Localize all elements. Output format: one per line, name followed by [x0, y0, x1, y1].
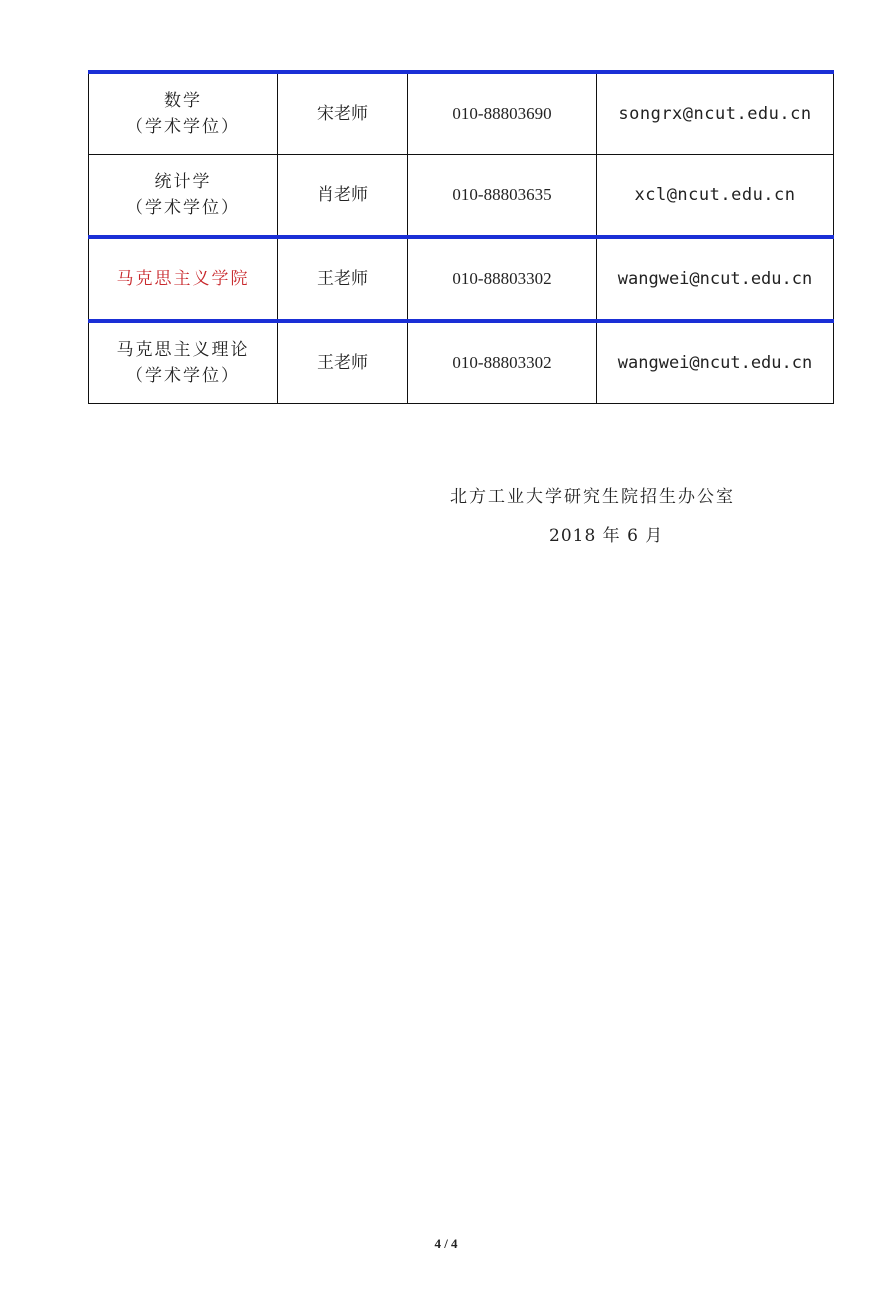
department-cell	[89, 237, 278, 321]
department-name: 马克思主义学院	[116, 269, 250, 289]
degree-type: （学术学位）	[126, 198, 240, 218]
contact-table	[88, 70, 834, 404]
teacher-cell: 宋老师	[278, 72, 408, 155]
table-row	[89, 72, 834, 155]
email-cell: songrx@ncut.edu.cn	[597, 72, 834, 155]
office-signature: 北方工业大学研究生院招生办公室	[450, 487, 735, 507]
teacher-cell: 王老师	[278, 321, 408, 404]
phone-cell: 010-88803302	[408, 237, 597, 321]
email-cell: wangwei@ncut.edu.cn	[597, 237, 834, 321]
department-cell	[89, 72, 278, 155]
teacher-cell: 王老师	[278, 237, 408, 321]
phone-cell: 010-88803635	[408, 155, 597, 238]
email-cell: wangwei@ncut.edu.cn	[597, 321, 834, 404]
table-row	[89, 155, 834, 238]
department-cell	[89, 155, 278, 238]
phone-cell: 010-88803690	[408, 72, 597, 155]
table-row	[89, 237, 834, 321]
phone-cell: 010-88803302	[408, 321, 597, 404]
department-name: 马克思主义理论	[116, 340, 250, 360]
issue-date: 2018 年 6 月	[549, 526, 664, 546]
page-number: 4 / 4	[434, 1236, 458, 1251]
email-cell: xcl@ncut.edu.cn	[597, 155, 834, 238]
department-name: 统计学	[154, 172, 212, 192]
degree-type: （学术学位）	[126, 117, 240, 137]
department-name: 数学	[164, 91, 202, 111]
degree-type: （学术学位）	[126, 366, 240, 386]
department-cell	[89, 321, 278, 404]
teacher-cell: 肖老师	[278, 155, 408, 238]
table-row	[89, 321, 834, 404]
